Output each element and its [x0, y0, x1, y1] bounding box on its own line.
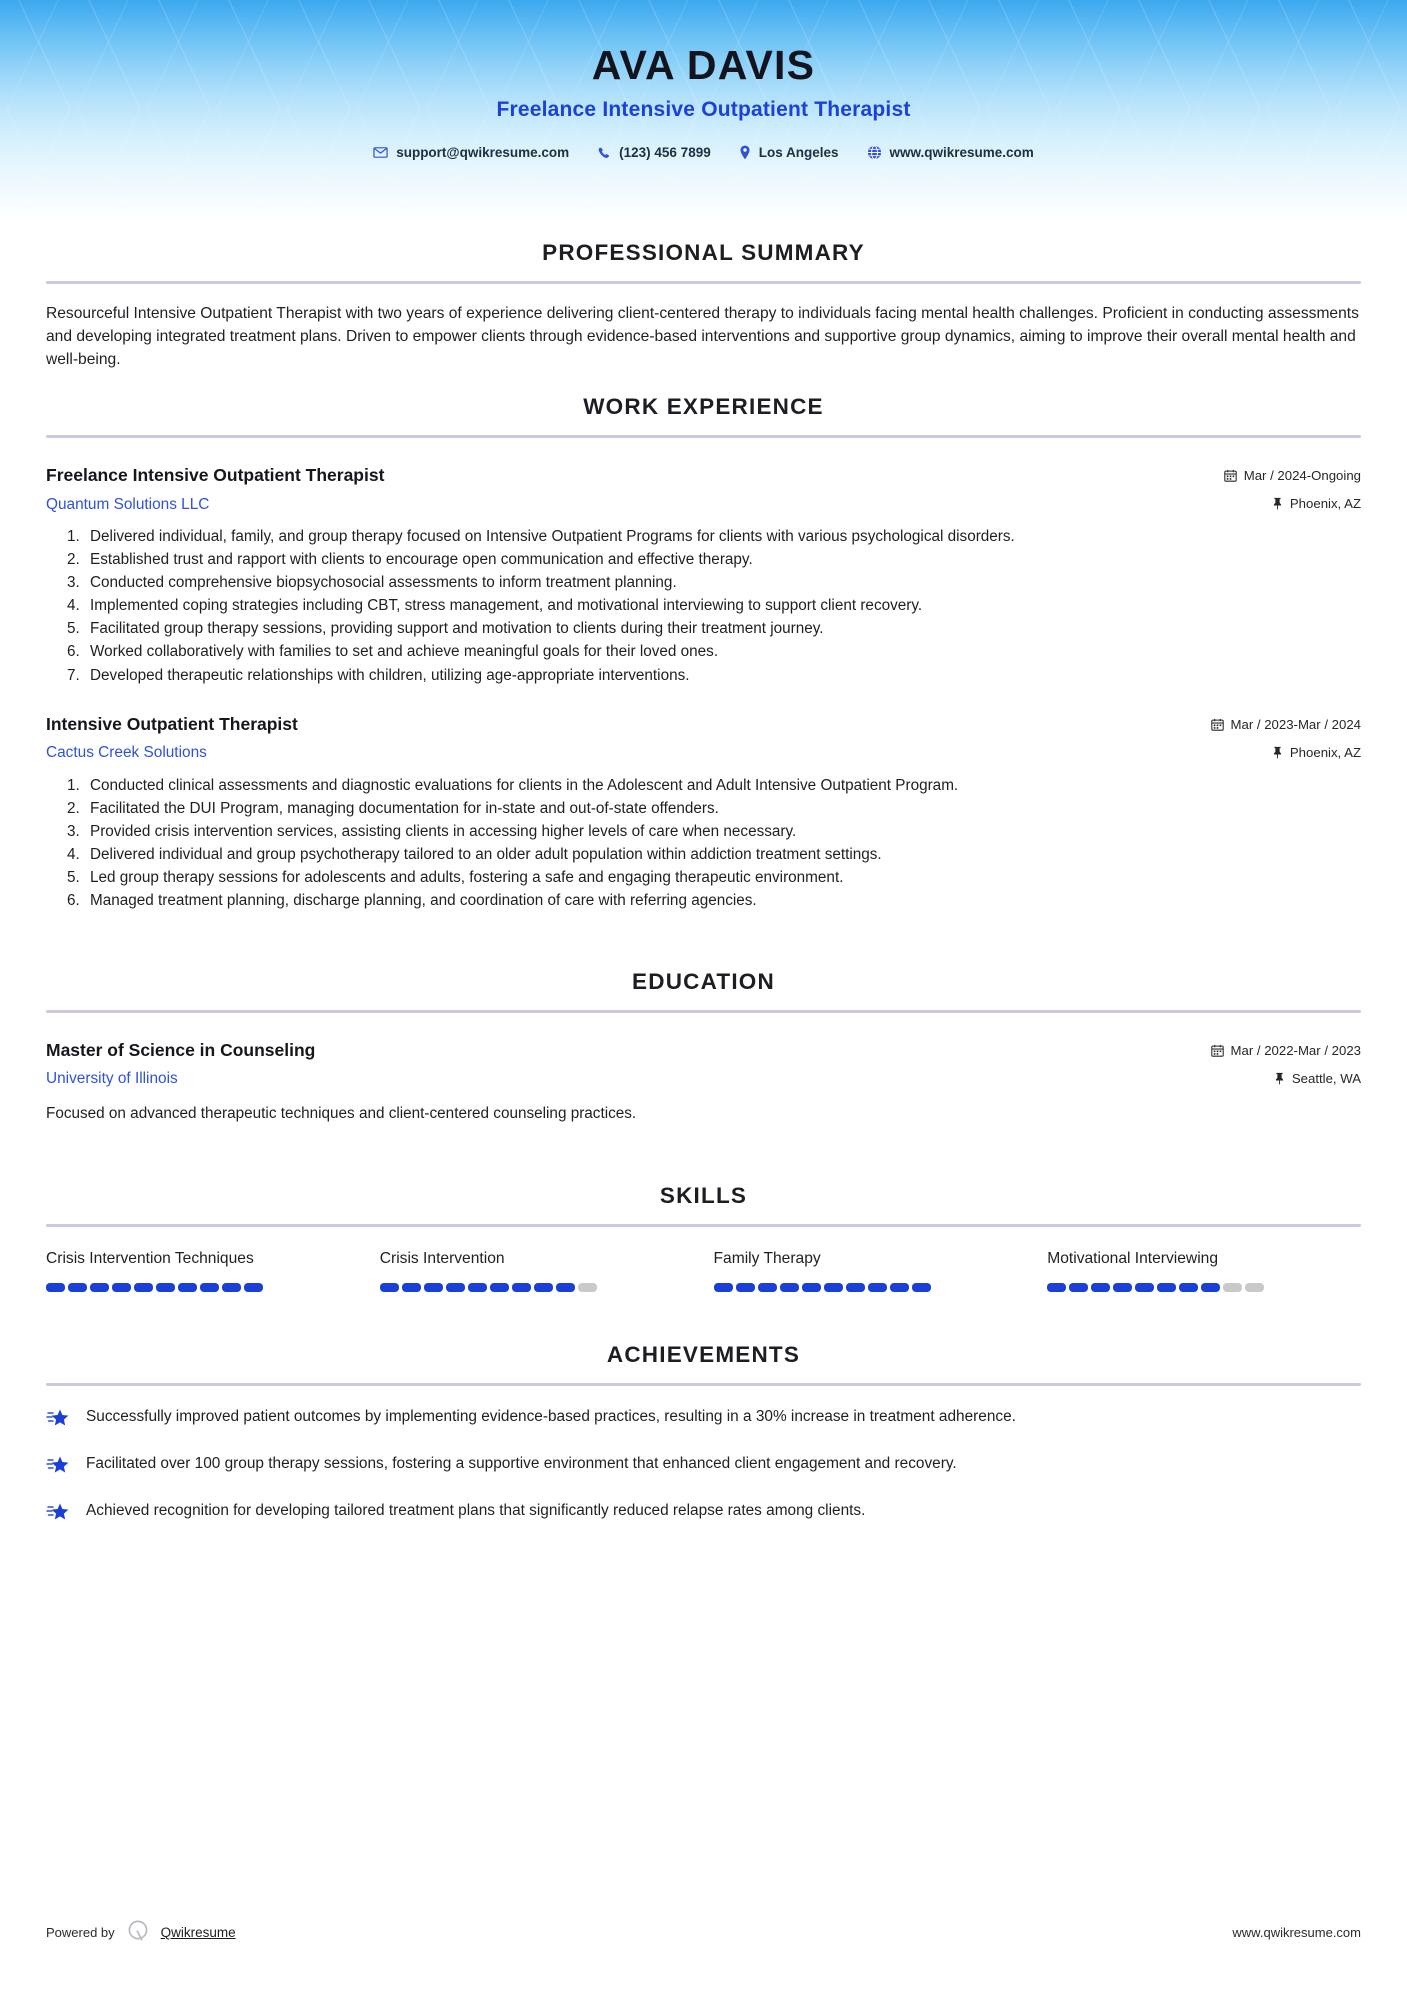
- pushpin-icon: [1272, 497, 1283, 510]
- section-divider: [46, 1224, 1361, 1227]
- pushpin-icon: [1272, 746, 1283, 759]
- section-professional-summary: [46, 218, 1361, 372]
- pushpin-icon: [1274, 1072, 1285, 1085]
- skill-segment: [802, 1283, 821, 1292]
- skill-segment: [736, 1283, 755, 1292]
- powered-by-block: [46, 1918, 236, 1947]
- achievement-text: Successfully improved patient outcomes by implementing evidence-based practices, resulting in a 30% increase in treatment adherence.: [86, 1407, 1016, 1425]
- skill-segment: [446, 1283, 465, 1292]
- job-title: Intensive Outpatient Therapist: [46, 713, 298, 734]
- skill-segment: [1047, 1283, 1066, 1292]
- skill-segment: [578, 1283, 597, 1292]
- contact-location-value: Los Angeles: [758, 145, 839, 161]
- education-location: [1211, 1071, 1361, 1086]
- skill-segment: [156, 1283, 175, 1292]
- list-item: 4. Implemented coping strategies including CBT, stress management, and motivational interviewing to support client recovery.: [84, 595, 1361, 617]
- skill-label: Family Therapy: [713, 1250, 821, 1268]
- list-item: 2. Established trust and rapport with clients to encourage open communication and effective therapy.: [84, 549, 1361, 571]
- list-item: 1. Delivered individual, family, and group therapy focused on Intensive Outpatient Programs for clients with various psychological disorders.: [84, 526, 1361, 548]
- list-item: 3. Conducted comprehensive biopsychosocial assessments to inform treatment planning.: [84, 572, 1361, 594]
- skill-segment: [1069, 1283, 1088, 1292]
- achievement-item: [46, 1500, 1361, 1529]
- job-date-value: Mar / 2024-Ongoing: [1243, 467, 1361, 483]
- skill-segment: [402, 1283, 421, 1292]
- star-badge-icon: [46, 1453, 72, 1482]
- skill-segment: [490, 1283, 509, 1292]
- school-name[interactable]: University of Illinois: [46, 1070, 178, 1088]
- calendar-icon: [1224, 469, 1237, 482]
- qwikresume-brand-link[interactable]: Qwikresume: [160, 1925, 236, 1940]
- contact-phone-value: (123) 456 7899: [619, 145, 711, 161]
- skill-segment: [824, 1283, 843, 1292]
- skill-segment: [134, 1283, 153, 1292]
- list-item: 5. Facilitated group therapy sessions, providing support and motivation to clients during their treatment journey.: [84, 618, 1361, 640]
- resume-header-banner: [0, 0, 1407, 218]
- section-education: [46, 947, 1361, 1126]
- skill-segment: [1113, 1283, 1132, 1292]
- list-item: 2. Facilitated the DUI Program, managing documentation for in-state and out-of-state offenders.: [84, 798, 1361, 820]
- skill-rating-bar: [380, 1283, 694, 1292]
- page-footer: [46, 1918, 1361, 1947]
- skill-segment: [534, 1283, 553, 1292]
- skill-segment: [1091, 1283, 1110, 1292]
- calendar-icon: [1211, 718, 1224, 731]
- section-work-experience: [46, 372, 1361, 913]
- skill-segment: [846, 1283, 865, 1292]
- skill-segment: [868, 1283, 887, 1292]
- skill-segment: [1157, 1283, 1176, 1292]
- skill-segment: [1201, 1283, 1220, 1292]
- contact-phone[interactable]: [583, 145, 725, 160]
- location-pin-icon: [739, 145, 751, 160]
- star-badge-icon: [46, 1406, 72, 1435]
- skill-segment: [200, 1283, 219, 1292]
- list-item: 6. Worked collaboratively with families to set and achieve meaningful goals for their loved ones.: [84, 641, 1361, 663]
- list-item: 7. Developed therapeutic relationships with children, utilizing age-appropriate interventions.: [84, 665, 1361, 687]
- achievement-text: Achieved recognition for developing tailored treatment plans that significantly reduced relapse rates among clients.: [86, 1501, 866, 1519]
- contact-website-value: www.qwikresume.com: [889, 145, 1034, 161]
- phone-icon: [597, 146, 611, 160]
- section-heading-education: EDUCATION: [632, 968, 775, 994]
- section-achievements: [46, 1320, 1361, 1529]
- achievement-item: [46, 1406, 1361, 1435]
- education-entry-header: [46, 1039, 1361, 1090]
- list-item: 4. Delivered individual and group psychotherapy tailored to an older adult population within addiction treatment settings.: [84, 844, 1361, 866]
- footer-website-url: www.qwikresume.com: [1232, 1925, 1361, 1940]
- job-date-range: [1224, 468, 1361, 483]
- job-date-range: [1211, 717, 1361, 732]
- job-location: [1224, 496, 1361, 511]
- job-responsibilities-list: [46, 775, 1361, 913]
- contact-email[interactable]: [359, 145, 583, 160]
- skill-segment: [912, 1283, 931, 1292]
- skill-item: [380, 1249, 694, 1291]
- skill-segment: [468, 1283, 487, 1292]
- skill-label: Crisis Intervention: [379, 1250, 505, 1268]
- candidate-role-title: Freelance Intensive Outpatient Therapist: [496, 98, 911, 122]
- job-location-value: Phoenix, AZ: [1289, 495, 1361, 511]
- globe-icon: [867, 145, 882, 160]
- achievements-list: [46, 1406, 1361, 1529]
- skill-segment: [1135, 1283, 1154, 1292]
- company-name[interactable]: Quantum Solutions LLC: [46, 495, 210, 513]
- list-item: 3. Provided crisis intervention services, assisting clients in accessing higher levels of care when necessary.: [84, 821, 1361, 843]
- qwikresume-logo-icon: [125, 1918, 151, 1947]
- degree-title: Master of Science in Counseling: [46, 1039, 316, 1060]
- skill-item: [714, 1249, 1028, 1291]
- contact-location: [725, 145, 853, 160]
- section-divider: [46, 1383, 1361, 1386]
- skill-segment: [68, 1283, 87, 1292]
- education-date-value: Mar / 2022-Mar / 2023: [1230, 1042, 1361, 1058]
- list-item: 5. Led group therapy sessions for adolescents and adults, fostering a safe and engaging therapeutic environment.: [84, 867, 1361, 889]
- section-skills: [46, 1161, 1361, 1291]
- section-heading-achievements: ACHIEVEMENTS: [606, 1341, 801, 1367]
- job-date-value: Mar / 2023-Mar / 2024: [1230, 716, 1361, 732]
- summary-text: Resourceful Intensive Outpatient Therapist with two years of experience delivering client-centered therapy to individuals facing mental health challenges. Proficient in conducting assessments and developing integrated treatment plans. Driven to empower clients through evidence-based interventions and supportive group dynamics, aiming to improve their overall mental health and well-being.: [46, 305, 1359, 368]
- candidate-name: AVA DAVIS: [591, 42, 816, 88]
- skill-segment: [380, 1283, 399, 1292]
- skill-rating-bar: [714, 1283, 1028, 1292]
- contact-info-row: [0, 145, 1407, 160]
- list-item: 1. Conducted clinical assessments and diagnostic evaluations for clients in the Adolescent and Adult Intensive Outpatient Program.: [84, 775, 1361, 797]
- skill-segment: [780, 1283, 799, 1292]
- achievement-item: [46, 1453, 1361, 1482]
- skill-segment: [1245, 1283, 1264, 1292]
- education-entry: [46, 1039, 1361, 1126]
- job-responsibilities-list: [46, 526, 1361, 687]
- contact-website[interactable]: [853, 145, 1048, 160]
- skills-grid: [46, 1249, 1361, 1291]
- section-heading-experience: WORK EXPERIENCE: [583, 393, 824, 419]
- list-item: 6. Managed treatment planning, discharge planning, and coordination of care with referring agencies.: [84, 890, 1361, 912]
- skill-label: Crisis Intervention Techniques: [46, 1250, 254, 1268]
- skill-item: [46, 1249, 360, 1291]
- job-location: [1211, 745, 1361, 760]
- section-heading-skills: SKILLS: [659, 1183, 748, 1209]
- skill-segment: [1223, 1283, 1242, 1292]
- skill-segment: [244, 1283, 263, 1292]
- skill-segment: [46, 1283, 65, 1292]
- experience-entry: [46, 713, 1361, 913]
- skill-segment: [178, 1283, 197, 1292]
- skill-segment: [90, 1283, 109, 1292]
- education-description: Focused on advanced therapeutic techniques and client-centered counseling practices.: [46, 1105, 637, 1123]
- skill-label: Motivational Interviewing: [1047, 1250, 1218, 1268]
- skill-segment: [714, 1283, 733, 1292]
- section-heading-summary: PROFESSIONAL SUMMARY: [542, 240, 865, 265]
- resume-body: [0, 218, 1407, 1529]
- job-title: Freelance Intensive Outpatient Therapist: [46, 464, 385, 485]
- section-divider: [46, 1010, 1361, 1013]
- education-date-range: [1211, 1043, 1361, 1058]
- powered-by-label: Powered by: [46, 1925, 115, 1940]
- skill-segment: [1179, 1283, 1198, 1292]
- skill-segment: [758, 1283, 777, 1292]
- skill-segment: [556, 1283, 575, 1292]
- skill-segment: [112, 1283, 131, 1292]
- job-location-value: Phoenix, AZ: [1289, 744, 1361, 760]
- skill-rating-bar: [1047, 1283, 1361, 1292]
- skill-rating-bar: [46, 1283, 360, 1292]
- star-badge-icon: [46, 1500, 72, 1529]
- experience-entry: [46, 464, 1361, 687]
- skill-segment: [512, 1283, 531, 1292]
- experience-entry-header: [46, 713, 1361, 764]
- skill-item: [1047, 1249, 1361, 1291]
- contact-email-value: support@qwikresume.com: [396, 145, 570, 161]
- achievement-text: Facilitated over 100 group therapy sessions, fostering a supportive environment that enhanced client engagement and recovery.: [86, 1454, 957, 1472]
- skill-segment: [890, 1283, 909, 1292]
- skill-segment: [222, 1283, 241, 1292]
- education-location-value: Seattle, WA: [1291, 1070, 1361, 1086]
- calendar-icon: [1211, 1044, 1224, 1057]
- skill-segment: [424, 1283, 443, 1292]
- company-name[interactable]: Cactus Creek Solutions: [46, 744, 207, 762]
- section-divider: [46, 435, 1361, 438]
- section-divider: [46, 281, 1361, 284]
- email-icon: [373, 145, 388, 160]
- experience-entry-header: [46, 464, 1361, 515]
